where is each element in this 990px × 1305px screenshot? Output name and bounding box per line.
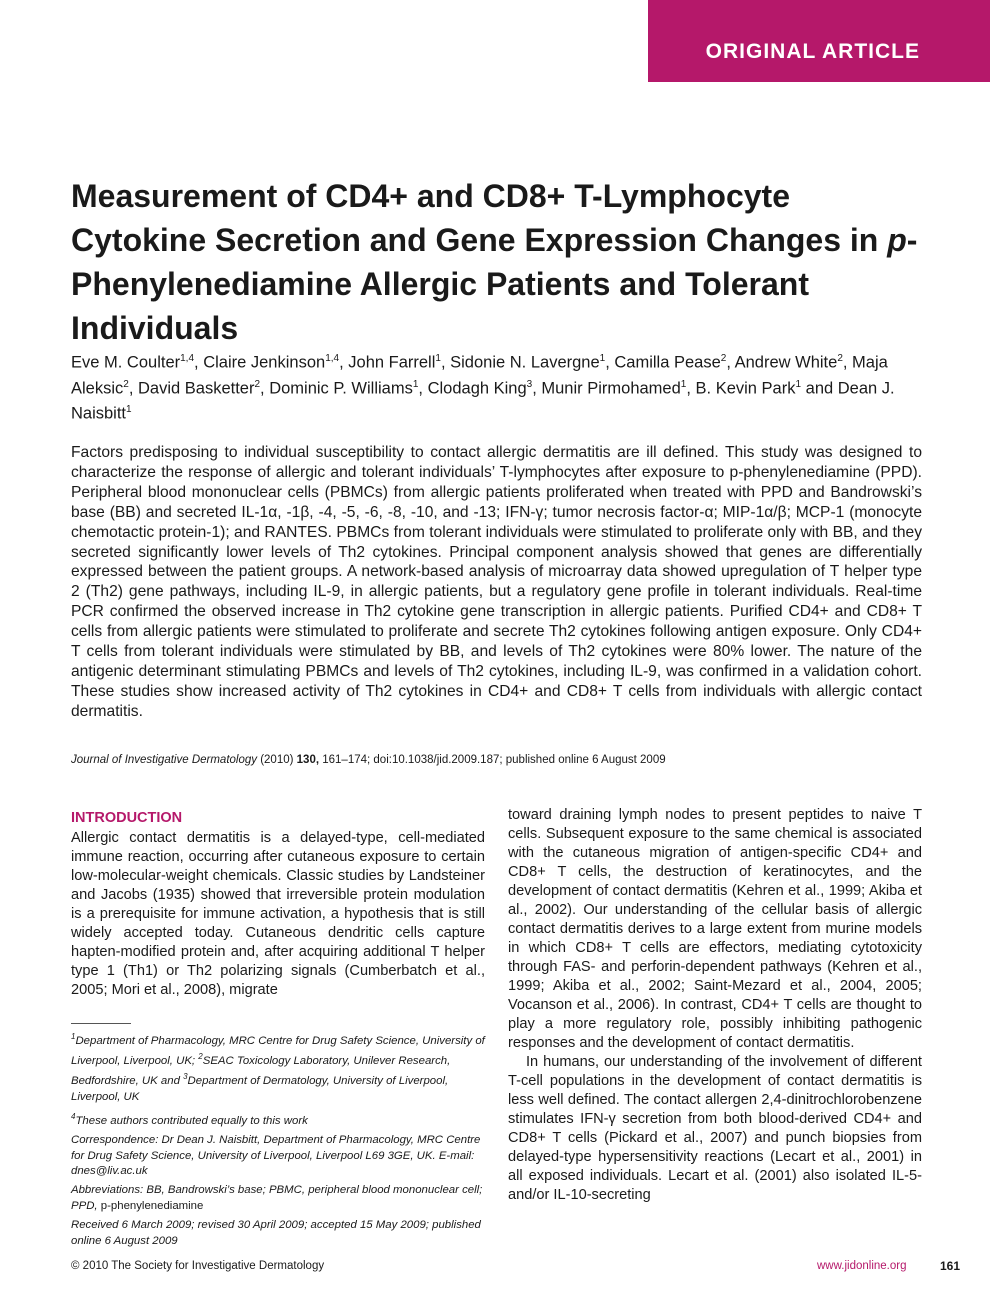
- footnotes: [71, 1029, 491, 1253]
- intro-paragraph-2: In humans, our understanding of the involvement of different T-cell populations in the development of contact dermatitis is less well defined. The contact allergen 2,4-dinitrochlorobenzene stimulates IFN-γ secretion from both blood-derived CD4+ and CD8+ T cells (Pickard et al., 2007) and punch biopsies from delayed-type hypersensitivity reactions (Lecart et al., 2001) in all exposed individuals. Lecart et al. (2001) also isolated IL-5- and/or IL-10-secreting: [508, 1054, 922, 1203]
- received-dates: Received 6 March 2009; revised 30 April 2009; accepted 15 May 2009; published online 6 August 2009: [71, 1219, 481, 1247]
- citation-rest: 161–174; doi:10.1038/jid.2009.187; published online 6 August 2009: [319, 754, 666, 766]
- abbreviation-ppd: p-phenylenediamine: [100, 1199, 204, 1212]
- author-name: Munir Pirmohamed: [541, 379, 681, 397]
- article-title: [71, 174, 931, 350]
- equal-contribution-text: These authors contributed equally to this work: [75, 1114, 308, 1127]
- author-name: Clodagh King: [427, 379, 527, 397]
- citation-volume: 130,: [296, 754, 320, 766]
- article-type-banner: [648, 0, 990, 82]
- right-column: [508, 806, 922, 1205]
- author-name: Andrew White: [734, 353, 838, 372]
- author-name: Camilla Pease: [614, 353, 721, 372]
- author-affiliation-marker: 1: [680, 378, 687, 390]
- affiliation-1: Department of Pharmacology, MRC Centre for Drug Safety Science, University of Liverpool, Liverpool, UK;: [71, 1034, 485, 1067]
- title-italic: p: [887, 222, 907, 258]
- author-affiliation-marker: 3: [526, 378, 533, 390]
- copyright: © 2010 The Society for Investigative Dermatology: [71, 1260, 325, 1272]
- equal-contribution-note: $^4$These authors contributed equally to this work: [71, 1112, 308, 1127]
- citation-line: [71, 752, 931, 768]
- author-name: B. Kevin Park: [695, 379, 796, 397]
- title-part1: Measurement of CD4+ and CD8+ T-Lymphocyte Cytokine Secretion and Gene Expression Changes in: [71, 178, 888, 258]
- intro-paragraph-1-cont: toward draining lymph nodes to present peptides to naive T cells. Subsequent exposure to the same chemical is associated with the cutaneous migration of antigen-specific CD4+ and CD8+ T cells, the destruction of keratinocytes, and the development of contact dermatitis (Kehren et al., 1999; Akiba et al., 2002). Our understanding of the cellular basis of allergic contact dermatitis derives to a large extent from murine models in which CD8+ T cells are effectors, mediating cytotoxicity through FAS- and perforin-dependent pathways (Kehren et al., 1999; Akiba et al., 2002; Saint-Mezard et al., 2004, 2005; Vocanson et al., 2006). In contrast, CD4+ T cells are thought to play a more regulatory role, possibly inhibiting pathogenic responses and the development of contact dermatitis.: [508, 807, 922, 1051]
- author-name: Sidonie N. Lavergne: [450, 353, 600, 372]
- author-affiliation-marker: 1,4: [180, 353, 195, 364]
- author-affiliation-marker: 1,4: [325, 353, 340, 364]
- author-affiliation-marker: 1: [126, 404, 132, 415]
- journal-name: Journal of Investigative Dermatology: [71, 754, 258, 766]
- author-affiliation-marker: 2: [254, 378, 261, 390]
- author-affiliation-marker: 1: [599, 353, 606, 364]
- journal-url-link[interactable]: www.jidonline.org: [817, 1260, 907, 1272]
- author-list: Eve M. Coulter$^{1,4}$, Claire Jenkinson$^{1,4}$, John Farrell$^1$, Sidonie N. Lavergne$^1$, Camilla Pease$^2$, Andrew White$^2$, Maja Aleksic$^2$, David Basketter$^2$, Dominic P. Williams$^1$, Clodagh King$^3$, Munir Pirmohamed$^1$, B. Kevin Park$^1$ and Dean J. Naisbitt$^1$: [71, 353, 895, 423]
- abbreviations: [71, 1183, 491, 1214]
- intro-paragraph-1: Allergic contact dermatitis is a delayed-type, cell-mediated immune reaction, occurring after cutaneous exposure to certain low-molecular-weight chemicals. Classic studies by Landsteiner and Jacobs (1935) showed that irreversible protein modulation is a prerequisite for immune activation, a hypothesis that is still widely accepted today. Cutaneous dendritic cells capture hapten-modified protein and, after acquiring additional T helper type 1 (Th1) or Th2 polarizing signals (Cumberbatch et al., 2005; Mori et al., 2008), migrate: [71, 830, 485, 998]
- author-name: John Farrell: [348, 353, 436, 372]
- author-affiliation-marker: 1: [795, 378, 802, 390]
- author-affiliation-marker: 2: [720, 353, 727, 364]
- footnote-rule: [71, 1023, 131, 1024]
- correspondence: Correspondence: Dr Dean J. Naisbitt, Department of Pharmacology, MRC Centre for Drug Safety Science, University of Liverpool, Liverpool L69 3GE, UK. E-mail: dnes@liv.ac.uk: [71, 1134, 481, 1178]
- author-affiliation-marker: 1: [412, 378, 419, 390]
- article-type-label: ORIGINAL ARTICLE: [705, 40, 920, 63]
- left-column: [71, 829, 485, 1000]
- title-part2: -Phenylenediamine Allergic Patients and Tolerant Individuals: [71, 222, 918, 346]
- author-name: David Basketter: [138, 379, 255, 397]
- abstract: Factors predisposing to individual susceptibility to contact allergic dermatitis are ill defined. This study was designed to characterize the response of allergic and tolerant individuals’ T-lymphocytes after exposure to p-phenylenediamine (PPD). Peripheral blood mononuclear cells (PBMCs) from allergic patients proliferated when treated with PPD and Bandrowski’s base (BB) and secreted IL-1α, -1β, -4, -5, -6, -8, -10, and -13; IFN-γ; tumor necrosis factor-α; MIP-1α/β; MCP-1 (monocyte chemotactic protein-1); and RANTES. PBMCs from tolerant individuals were stimulated to proliferate only with BB, and they secreted significantly lower levels of Th2 cytokines. Principal component analysis showed that genes are differentially expressed between the patient groups. A network-based analysis of microarray data showed upregulation of T helper type 2 (Th2) gene pathways, including IL-9, in allergic patients, but a regulatory gene profile in tolerant individuals. Real-time PCR confirmed the observed increase in Th2 cytokine gene transcription in allergic patients. Purified CD4+ and CD8+ T cells from allergic patients were stimulated to proliferate and secrete Th2 cytokines following antigen exposure. Only CD4+ T cells from tolerant individuals were stimulated by BB, and levels of Th2 cytokines were 80% lower. The nature of the antigenic determinant stimulating PBMCs and levels of Th2 cytokines, including IL-9, was confirmed in a validation cohort. These studies show increased activity of Th2 cytokines in CD4+ and CD8+ T cells from individuals with allergic contact dermatitis.: [71, 444, 922, 720]
- author-affiliation-marker: 2: [123, 378, 129, 390]
- affiliations: $^1$Department of Pharmacology, MRC Centre for Drug Safety Science, University of Liverpool, Liverpool, UK; $^2$SEAC Toxicology Laboratory, Unilever Research, Bedfordshire, UK and $^3$Department of Dermatology, University of Liverpool, Liverpool, UK: [71, 1032, 485, 1103]
- author-affiliation-marker: 2: [837, 353, 843, 364]
- introduction-heading: INTRODUCTION: [71, 810, 183, 826]
- author-name: Maja Aleksic: [71, 353, 888, 397]
- author-name: Dominic P. Williams: [269, 379, 413, 397]
- citation-year: (2010): [257, 754, 297, 766]
- affiliation-2: SEAC Toxicology Laboratory, Unilever Research, Bedfordshire, UK and: [71, 1055, 451, 1088]
- author-affiliation-marker: 1: [435, 353, 441, 364]
- author-name: Eve M. Coulter: [71, 353, 181, 372]
- affiliation-3: Department of Dermatology, University of Liverpool, Liverpool, UK: [71, 1075, 449, 1103]
- abbreviations-text: Abbreviations: BB, Bandrowski’s base; PBMC, peripheral blood mononuclear cell; PPD,: [71, 1184, 483, 1212]
- page-number: 161: [940, 1259, 961, 1273]
- author-name: Claire Jenkinson: [203, 353, 326, 372]
- author-name: and Dean J. Naisbitt: [71, 379, 895, 423]
